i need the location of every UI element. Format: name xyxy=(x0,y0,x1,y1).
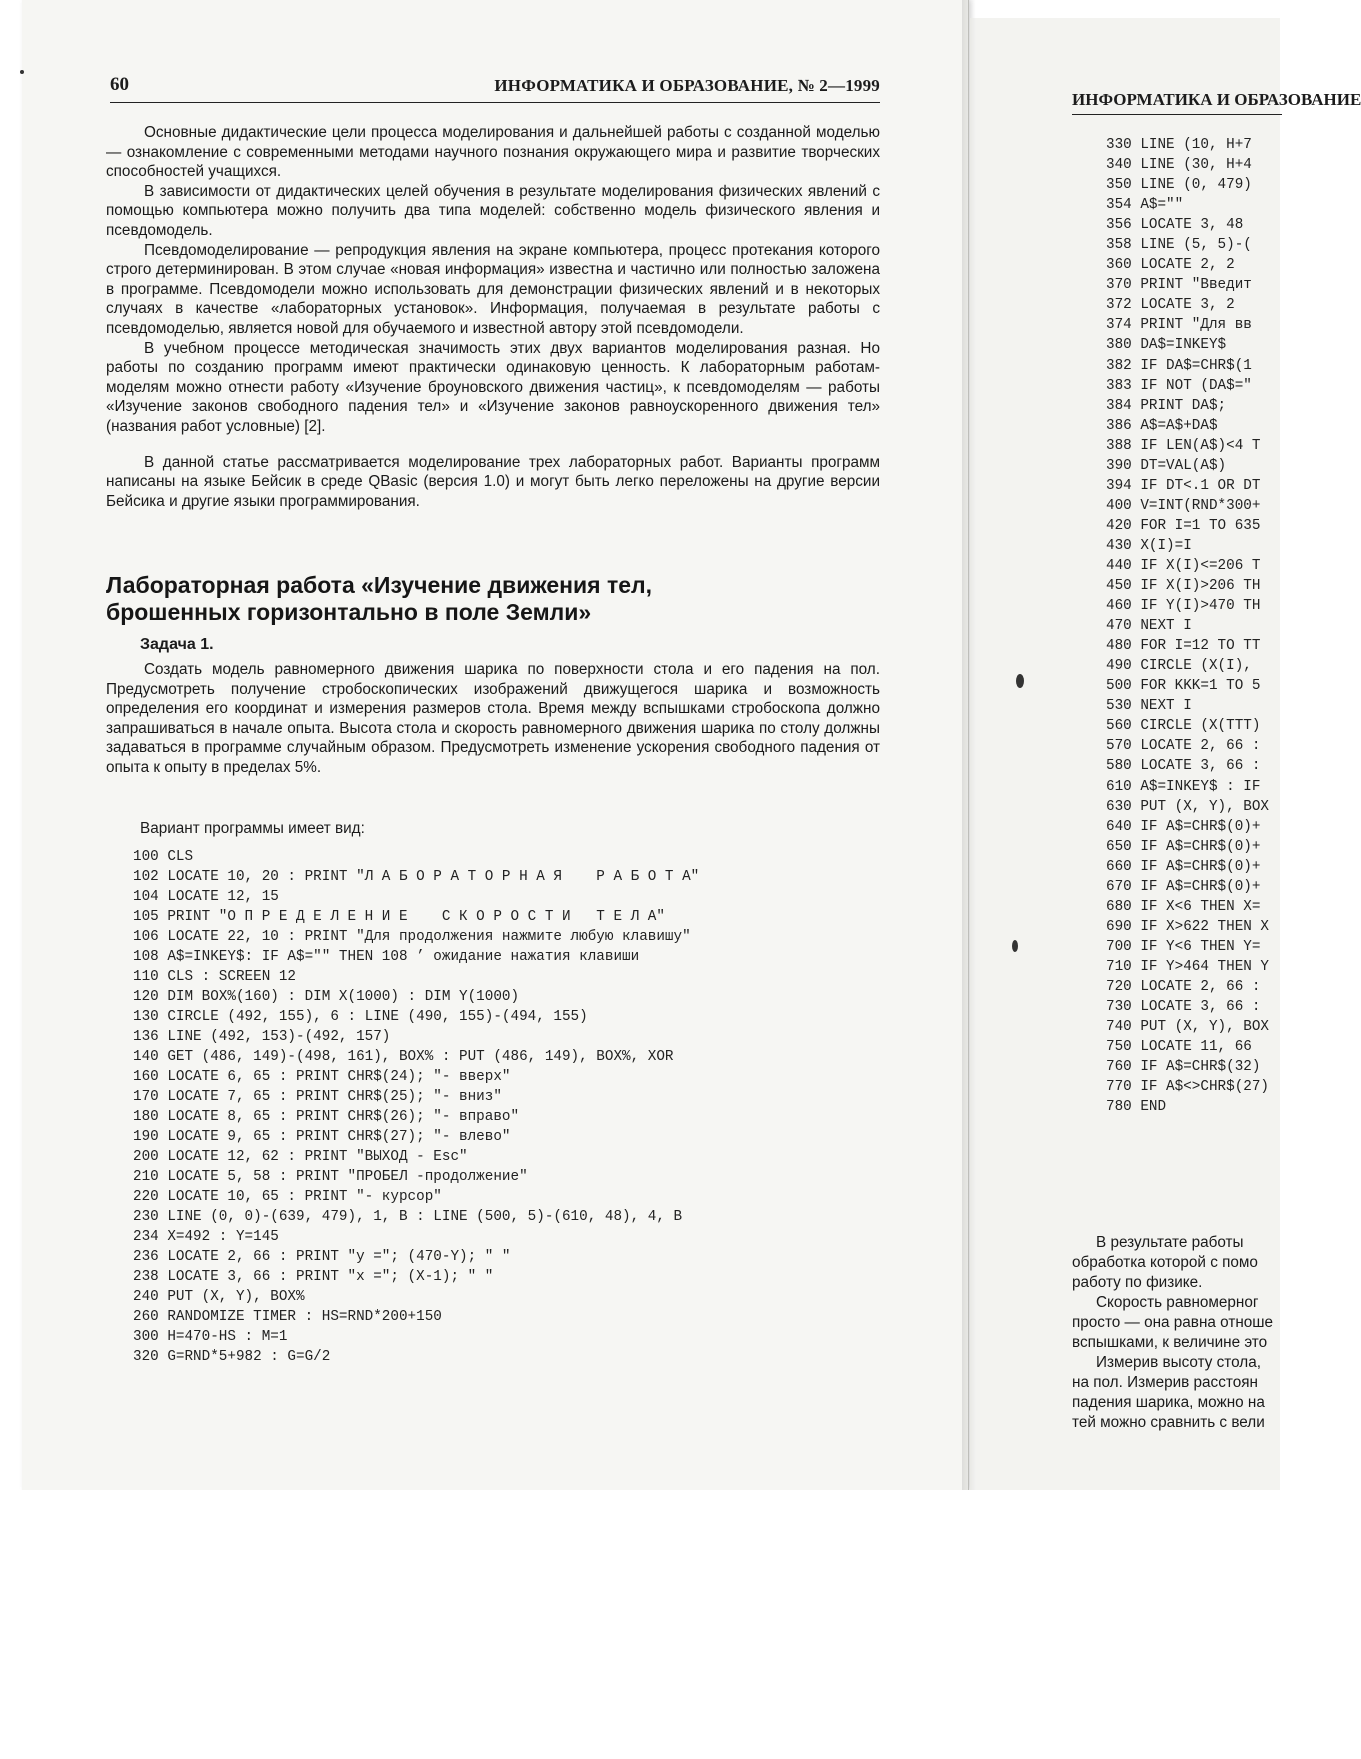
code-line: 640 IF A$=CHR$(0)+ xyxy=(1106,818,1261,835)
text-line: на пол. Измерив расстоян xyxy=(1072,1374,1258,1391)
code-line: 234 X=492 : Y=145 xyxy=(133,1229,279,1245)
code-line: 680 IF X<6 THEN X= xyxy=(1106,898,1261,915)
code-line: 740 PUT (X, Y), BOX xyxy=(1106,1019,1270,1036)
code-line: 690 IF X>622 THEN X xyxy=(1106,918,1270,935)
page-number: 60 xyxy=(110,74,129,95)
scan-speck xyxy=(1012,940,1018,952)
code-line: 260 RANDOMIZE TIMER : HS=RND*200+150 xyxy=(133,1309,442,1325)
code-line: 320 G=RND*5+982 : G=G/2 xyxy=(133,1349,331,1365)
text-line: Скорость равномерног xyxy=(1096,1294,1259,1311)
text-line: падения шарика, можно на xyxy=(1072,1394,1265,1411)
code-line: 720 LOCATE 2, 66 : xyxy=(1106,978,1261,995)
code-line: 383 IF NOT (DA$=" xyxy=(1106,377,1252,394)
code-line: 374 PRINT "Для вв xyxy=(1106,317,1252,334)
code-line: 190 LOCATE 9, 65 : PRINT CHR$(27); "- влево" xyxy=(133,1129,511,1145)
variant-label: Вариант программы имеет вид: xyxy=(140,820,365,837)
intro-paragraph: Псевдомоделирование — репродукция явления на экране компьютера, процесс протекания которого строго детерминирован. В этом случае «новая информация» известна и частично или полностью заложена в программе. Псевдомодели можно использовать для демонстрации физических явлений и в некоторых случаях в качестве «лабораторных установок». Информация, получаемая в результате работы с псевдомоделью, является новой для обучаемого и известной автору этой псевдомодели. xyxy=(106,241,880,337)
gutter-shadow xyxy=(962,0,976,1500)
task-paragraph: Создать модель равномерного движения шарика по поверхности стола и его падения на пол. Предусмотреть получение стробоскопических изображений движущегося шарика и возможность определения его координат и измерения размеров стола. Время между вспышками стробоскопа должно запрашиваться в начале опыта. Высота стола и скорость равномерного движения шарика по столу должны задаваться в программе случайным образом. Предусмотреть изменение ускорения свободного падения от опыта к опыту в пределах 5%. xyxy=(106,661,880,776)
code-line: 420 FOR I=1 TO 635 xyxy=(1106,517,1261,534)
text-line: обработка которой с помо xyxy=(1072,1254,1258,1271)
task-label: Задача 1. xyxy=(140,636,214,653)
code-line: 460 IF Y(I)>470 TH xyxy=(1106,598,1261,615)
code-line: 450 IF X(I)>206 TH xyxy=(1106,578,1261,595)
code-line: 530 NEXT I xyxy=(1106,698,1192,715)
text-line: Измерив высоту стола, xyxy=(1096,1354,1261,1371)
code-line: 180 LOCATE 8, 65 : PRINT CHR$(26); "- вправо" xyxy=(133,1109,520,1125)
intro-text xyxy=(106,123,880,511)
code-line: 780 END xyxy=(1106,1099,1167,1116)
code-line: 370 PRINT "Введит xyxy=(1106,277,1252,294)
code-line: 400 V=INT(RND*300+ xyxy=(1106,497,1261,514)
code-line: 136 LINE (492, 153)-(492, 157) xyxy=(133,1029,391,1045)
code-line: 382 IF DA$=CHR$(1 xyxy=(1106,357,1252,374)
program-listing-left xyxy=(133,847,893,1367)
code-line: 105 PRINT "О П Р Е Д Е Л Е Н И Е С К О Р О С Т И Т Е Л А" xyxy=(133,909,665,925)
code-line: 130 CIRCLE (492, 155), 6 : LINE (490, 155)-(494, 155) xyxy=(133,1009,588,1025)
code-line: 710 IF Y>464 THEN Y xyxy=(1106,958,1270,975)
code-line: 102 LOCATE 10, 20 : PRINT "Л А Б О Р А Т О Р Н А Я Р А Б О Т А" xyxy=(133,869,700,885)
scan-speck xyxy=(1016,674,1024,688)
code-line: 440 IF X(I)<=206 T xyxy=(1106,557,1261,574)
journal-title: ИНФОРМАТИКА И ОБРАЗОВАНИЕ, № 2—1999 xyxy=(494,76,880,95)
right-journal-title: ИНФОРМАТИКА И ОБРАЗОВАНИЕ xyxy=(1072,90,1361,109)
section-heading xyxy=(106,572,880,626)
code-line: 480 FOR I=12 TO TT xyxy=(1106,638,1261,655)
task-description xyxy=(106,660,880,778)
code-line: 430 X(I)=I xyxy=(1106,537,1192,554)
code-line: 200 LOCATE 12, 62 : PRINT "ВЫХОД - Esc" xyxy=(133,1149,468,1165)
scan-speck xyxy=(20,70,24,74)
code-line: 110 CLS : SCREEN 12 xyxy=(133,969,297,985)
code-line: 388 IF LEN(A$)<4 T xyxy=(1106,437,1261,454)
text-line: тей можно сравнить с вели xyxy=(1072,1414,1265,1431)
section-heading-line: Лабораторная работа «Изучение движения тел, xyxy=(106,572,653,598)
code-line: 330 LINE (10, H+7 xyxy=(1106,137,1252,153)
intro-paragraph: В зависимости от дидактических целей обучения в результате моделирования физических явлений с помощью компьютера можно получить два типа моделей: собственно модель физического явления и псевдомодель. xyxy=(106,182,880,239)
code-line: 380 DA$=INKEY$ xyxy=(1106,337,1227,354)
code-line: 700 IF Y<6 THEN Y= xyxy=(1106,938,1261,955)
code-line: 220 LOCATE 10, 65 : PRINT "- курсор" xyxy=(133,1189,442,1205)
code-line: 300 H=470-HS : M=1 xyxy=(133,1329,288,1345)
code-line: 470 NEXT I xyxy=(1106,618,1192,635)
code-line: 108 A$=INKEY$: IF A$="" THEN 108 ’ ожидание нажатия клавиши xyxy=(133,949,640,965)
code-line: 356 LOCATE 3, 48 xyxy=(1106,217,1244,234)
code-line: 236 LOCATE 2, 66 : PRINT "y ="; (470-Y); " " xyxy=(133,1249,511,1265)
code-line: 630 PUT (X, Y), BOX xyxy=(1106,798,1270,815)
code-line: 384 PRINT DA$; xyxy=(1106,397,1227,414)
code-line: 770 IF A$<>CHR$(27) xyxy=(1106,1079,1270,1096)
code-line: 170 LOCATE 7, 65 : PRINT CHR$(25); "- вниз" xyxy=(133,1089,502,1105)
code-line: 240 PUT (X, Y), BOX% xyxy=(133,1289,305,1305)
code-line: 610 A$=INKEY$ : IF xyxy=(1106,778,1261,795)
code-line: 760 IF A$=CHR$(32) xyxy=(1106,1059,1261,1076)
text-line: работу по физике. xyxy=(1072,1274,1203,1291)
right-page-text xyxy=(1072,1233,1282,1433)
section-heading-line: брошенных горизонтально в поле Земли» xyxy=(106,599,592,625)
code-line: 730 LOCATE 3, 66 : xyxy=(1106,999,1261,1016)
scanner-background xyxy=(18,1490,1280,1759)
right-running-header xyxy=(1072,90,1361,115)
code-line: 660 IF A$=CHR$(0)+ xyxy=(1106,858,1261,875)
code-line: 386 A$=A$+DA$ xyxy=(1106,417,1218,434)
code-line: 238 LOCATE 3, 66 : PRINT "x ="; (X-1); " " xyxy=(133,1269,494,1285)
code-line: 670 IF A$=CHR$(0)+ xyxy=(1106,878,1261,895)
code-line: 490 CIRCLE (X(I), xyxy=(1106,658,1252,675)
code-line: 350 LINE (0, 479) xyxy=(1106,177,1252,194)
code-line: 750 LOCATE 11, 66 xyxy=(1106,1039,1252,1056)
running-header xyxy=(110,74,880,103)
code-line: 500 FOR KKK=1 TO 5 xyxy=(1106,678,1261,695)
code-line: 360 LOCATE 2, 2 xyxy=(1106,257,1235,274)
code-line: 340 LINE (30, H+4 xyxy=(1106,157,1252,174)
code-line: 106 LOCATE 22, 10 : PRINT "Для продолжения нажмите любую клавишу" xyxy=(133,929,691,945)
code-line: 372 LOCATE 3, 2 xyxy=(1106,297,1235,314)
text-line: вспышками, к величине это xyxy=(1072,1334,1268,1351)
intro-paragraph: В учебном процессе методическая значимость этих двух вариантов моделирования разная. Но работы по созданию программ имеют практически одинаковую ценность. К лабораторным работам-моделям можно отнести работу «Изучение броуновского движения частиц», к псевдомоделям — работы «Изучение законов свободного падения тел» и «Изучение законов равноускоренного движения тел» (названия работ условные) [2]. xyxy=(106,339,880,435)
code-line: 390 DT=VAL(A$) xyxy=(1106,457,1227,474)
code-line: 358 LINE (5, 5)-( xyxy=(1106,237,1252,254)
code-line: 100 CLS xyxy=(133,849,194,865)
code-line: 160 LOCATE 6, 65 : PRINT CHR$(24); "- вверх" xyxy=(133,1069,511,1085)
text-line: В результате работы xyxy=(1096,1234,1244,1251)
program-listing-right xyxy=(1106,135,1282,1117)
code-line: 354 A$="" xyxy=(1106,197,1184,214)
text-line: просто — она равна отноше xyxy=(1072,1314,1274,1331)
code-line: 570 LOCATE 2, 66 : xyxy=(1106,738,1261,755)
code-line: 230 LINE (0, 0)-(639, 479), 1, B : LINE (500, 5)-(610, 48), 4, B xyxy=(133,1209,683,1225)
code-line: 560 CIRCLE (X(TTT) xyxy=(1106,718,1261,735)
code-line: 394 IF DT<.1 OR DT xyxy=(1106,477,1261,494)
code-line: 580 LOCATE 3, 66 : xyxy=(1106,758,1261,775)
code-line: 104 LOCATE 12, 15 xyxy=(133,889,279,905)
code-line: 210 LOCATE 5, 58 : PRINT "ПРОБЕЛ -продолжение" xyxy=(133,1169,528,1185)
code-line: 120 DIM BOX%(160) : DIM X(1000) : DIM Y(1000) xyxy=(133,989,520,1005)
code-line: 650 IF A$=CHR$(0)+ xyxy=(1106,838,1261,855)
intro-paragraph: В данной статье рассматривается моделирование трех лабораторных работ. Варианты программ написаны на языке Бейсик в среде QBasic (версия 1.0) и могут быть легко переложены на другие версии Бейсика и другие языки программирования. xyxy=(106,453,880,510)
intro-paragraph: Основные дидактические цели процесса моделирования и дальнейшей работы с созданной моделью — ознакомление с современными методами научного познания окружающего мира и развитие творческих способностей учащихся. xyxy=(106,124,880,181)
code-line: 140 GET (486, 149)-(498, 161), BOX% : PUT (486, 149), BOX%, XOR xyxy=(133,1049,674,1065)
